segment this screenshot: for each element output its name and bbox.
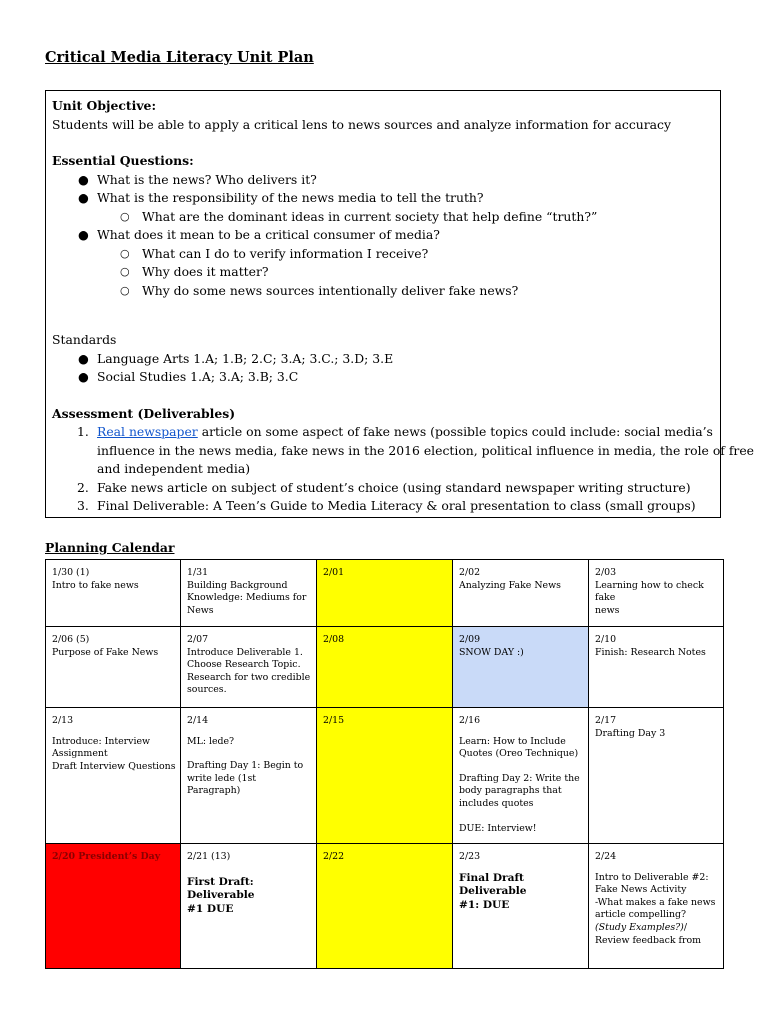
sub-question-item: ○ Why does it matter? xyxy=(52,263,720,282)
calendar-cell: 2/13 Introduce: Interview Assignment Draft Interview Questions xyxy=(46,708,181,844)
calendar-cell-highlighted: 2/22 xyxy=(317,844,453,969)
calendar-cell: 2/23 Final Draft Deliverable #1: DUE xyxy=(453,844,589,969)
question-item: ● What is the responsibility of the news media to tell the truth? xyxy=(52,189,720,208)
deliverable-item: 3. Final Deliverable: A Teen’s Guide to Media Literacy & oral presentation to class (small groups) xyxy=(77,498,696,513)
bullet-icon: ● xyxy=(78,190,89,205)
real-newspaper-link[interactable]: Real newspaper xyxy=(97,424,198,439)
question-item: ● What does it mean to be a critical consumer of media? xyxy=(52,226,720,245)
objective-text: Students will be able to apply a critical lens to news sources and analyze information for accuracy xyxy=(52,116,671,132)
calendar-row xyxy=(46,708,724,844)
calendar-cell: 2/17 Drafting Day 3 xyxy=(589,708,724,844)
circle-bullet-icon: ○ xyxy=(120,209,130,223)
calendar-cell: 2/10 Finish: Research Notes xyxy=(589,627,724,708)
circle-bullet-icon: ○ xyxy=(120,283,130,297)
calendar-cell: 2/07 Introduce Deliverable 1. Choose Research Topic. Research for two credible sources. xyxy=(181,627,317,708)
calendar-cell: 2/21 (13) First Draft: Deliverable #1 DUE xyxy=(181,844,317,969)
calendar-cell-highlighted: 2/08 xyxy=(317,627,453,708)
calendar-row xyxy=(46,627,724,708)
bullet-icon: ● xyxy=(78,227,89,242)
unit-overview-box xyxy=(45,90,754,518)
sub-question-item: ○ Why do some news sources intentionally deliver fake news? xyxy=(52,282,720,301)
bullet-icon: ● xyxy=(78,350,89,366)
essential-questions-heading: Essential Questions: xyxy=(52,153,194,168)
standards-list xyxy=(52,350,720,387)
deliverable-item: 2. Fake news article on subject of student’s choice (using standard newspaper writing structure) xyxy=(77,479,691,495)
standard-item: ● Social Studies 1.A; 3.A; 3.B; 3.C xyxy=(52,368,720,387)
sub-question-item: ○ What are the dominant ideas in current society that help define “truth?” xyxy=(52,208,720,227)
objective-heading: Unit Objective: xyxy=(52,98,157,113)
planning-calendar-table xyxy=(45,559,724,969)
question-item: ● What is the news? Who delivers it? xyxy=(52,171,720,190)
standard-item: ● Language Arts 1.A; 1.B; 2.C; 3.A; 3.C.; 3.D; 3.E xyxy=(52,350,720,369)
calendar-cell: 2/14 ML: lede? Drafting Day 1: Begin to write lede (1st Paragraph) xyxy=(181,708,317,844)
document-title: Critical Media Literacy Unit Plan xyxy=(45,49,314,66)
calendar-cell: 2/03 Learning how to check fake news xyxy=(589,560,724,627)
calendar-row xyxy=(46,844,724,969)
calendar-cell-snow-day: 2/09 SNOW DAY :) xyxy=(453,627,589,708)
calendar-cell: 1/30 (1) Intro to fake news xyxy=(46,560,181,627)
planning-calendar-heading: Planning Calendar xyxy=(45,540,175,555)
deliverable-item: 1. Real newspaper article on some aspect of fake news (possible topics could include: social media’s influence in the news media, fake news in the 2016 election, political influence in media, the role of free and independent media) xyxy=(77,424,754,476)
bullet-icon: ● xyxy=(78,369,89,384)
calendar-cell-highlighted: 2/01 xyxy=(317,560,453,627)
calendar-row xyxy=(46,560,724,627)
calendar-cell: 2/02 Analyzing Fake News xyxy=(453,560,589,627)
standards-heading: Standards xyxy=(52,332,117,347)
circle-bullet-icon: ○ xyxy=(120,265,130,278)
assessment-heading: Assessment (Deliverables) xyxy=(52,405,236,421)
sub-question-item: ○ What can I do to verify information I receive? xyxy=(52,245,720,264)
essential-questions-list xyxy=(52,171,720,301)
calendar-cell: 1/31 Building Background Knowledge: Mediums for News xyxy=(181,560,317,627)
calendar-cell: 2/24 Intro to Deliverable #2: Fake News Activity -What makes a fake news article compelling? (Study Examples?)/ Review feedback from xyxy=(589,844,724,969)
circle-bullet-icon: ○ xyxy=(120,246,130,260)
bullet-icon: ● xyxy=(78,171,89,187)
deliverables-list xyxy=(52,423,754,516)
calendar-cell: 2/06 (5) Purpose of Fake News xyxy=(46,627,181,708)
calendar-cell: 2/16 Learn: How to Include Quotes (Oreo Technique) Drafting Day 2: Write the body paragraphs that includes quotes DUE: Interview! xyxy=(453,708,589,844)
calendar-cell-holiday: 2/20 President’s Day xyxy=(46,844,181,969)
calendar-cell-highlighted: 2/15 xyxy=(317,708,453,844)
